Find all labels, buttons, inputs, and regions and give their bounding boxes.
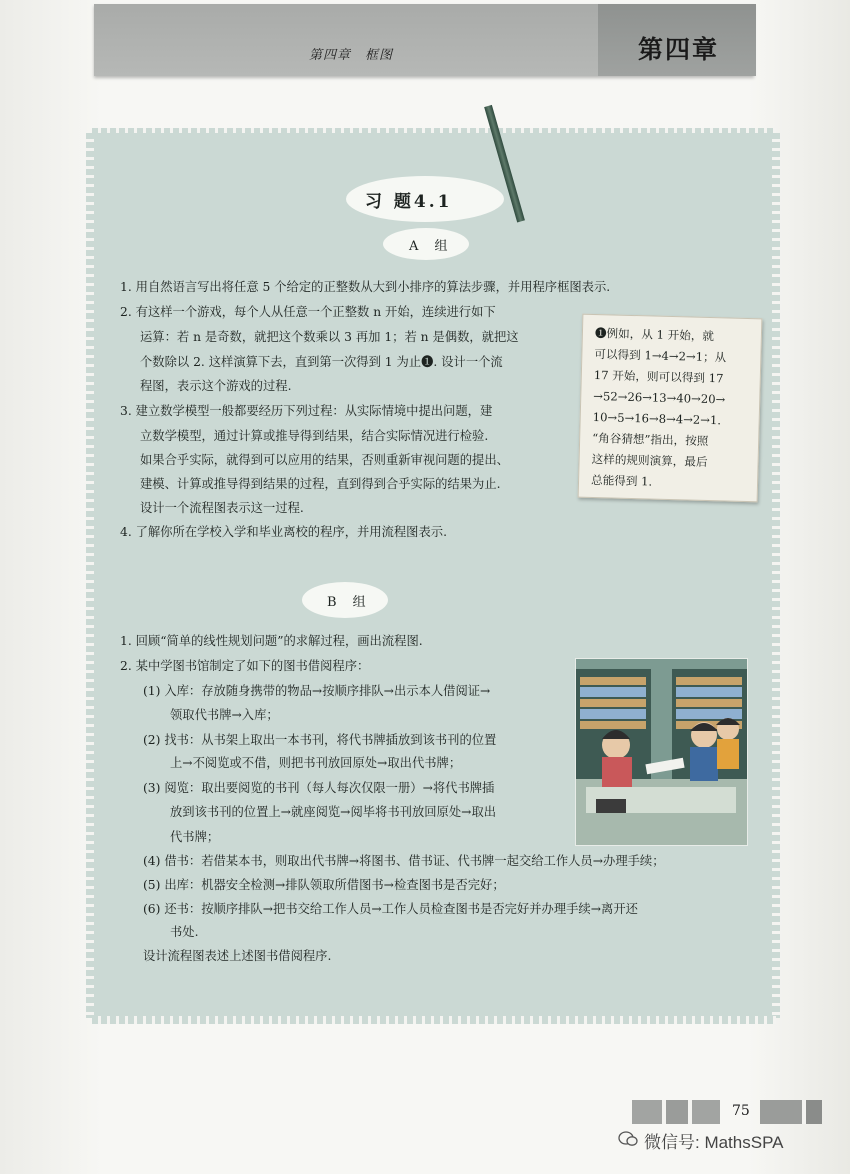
- footer-bar-right: [760, 1100, 822, 1124]
- group-a-line: 建模、计算或推导得到结果的过程，直到得到合乎实际的结果为止.: [140, 477, 501, 491]
- watermark: 微信号: MathsSPA: [644, 1133, 784, 1152]
- chapter-tab: 第四章: [638, 35, 720, 64]
- group-a-line: 设计一个流程图表示这一过程.: [140, 501, 304, 515]
- chapter-title: 第四章 框图: [309, 48, 394, 63]
- group-b-line: 2. 某中学图书馆制定了如下的图书借阅程序：: [120, 659, 370, 673]
- panel-border-bottom: [92, 1016, 776, 1024]
- group-b-line: 上→不阅览或不借，则把书刊放回原处→取出代书牌；: [170, 756, 462, 770]
- page-number: 75: [732, 1103, 750, 1119]
- group-b-line: (6) 还书：按顺序排队→把书交给工作人员→工作人员检查图书是否完好并办理手续→离开还: [143, 902, 638, 916]
- group-a-line: 如果合乎实际，就得到可以应用的结果，否则重新审视问题的提出、: [140, 453, 509, 467]
- group-b-line: (2) 找书：从书架上取出一本书刊，将代书牌插放到该书刊的位置: [143, 733, 497, 747]
- group-a-line: 4. 了解你所在学校入学和毕业离校的程序，并用流程图表示.: [120, 525, 447, 539]
- group-a-line: 1. 用自然语言写出将任意 5 个给定的正整数从大到小排序的算法步骤，并用程序框图表示.: [120, 280, 611, 294]
- group-a-line: 运算：若 n 是奇数，就把这个数乘以 3 再加 1；若 n 是偶数，就把这: [140, 330, 519, 344]
- note-line: 这样的规则演算，最后: [591, 451, 708, 469]
- footer-bar-left: [632, 1100, 720, 1124]
- note-line: 总能得到 1.: [590, 472, 653, 489]
- group-b-line: 代书牌；: [170, 830, 220, 844]
- panel-border-left: [86, 133, 94, 1018]
- group-b-line: 放到该书刊的位置上→就座阅览→阅毕将书刊放回原处→取出: [170, 805, 497, 819]
- group-b-line: (3) 阅览：取出要阅览的书刊（每人每次仅限一册）→将代书牌插: [143, 781, 495, 795]
- wechat-icon: [618, 1131, 638, 1147]
- footnote-card: [578, 314, 763, 503]
- note-line: 可以得到 1→4→2→1；从: [594, 347, 727, 365]
- group-b-line: 1. 回顾“简单的线性规划问题”的求解过程，画出流程图.: [120, 634, 423, 648]
- group-a-line: 3. 建立数学模型一般都要经历下列过程：从实际情境中提出问题，建: [120, 404, 493, 418]
- group-b-line: (4) 借书：若借某本书，则取出代书牌→将图书、借书证、代书牌一起交给工作人员→办理手续；: [143, 854, 665, 868]
- group-a-line: 立数学模型，通过计算或推导得到结果，结合实际情况进行检验.: [140, 429, 489, 443]
- group-b-line: 书处.: [170, 925, 199, 939]
- note-line: “角谷猜想”指出，按照: [592, 430, 709, 449]
- note-line: 10→5→16→8→4→2→1.: [592, 409, 722, 428]
- group-b-line: 设计流程图表述上述图书借阅程序.: [143, 949, 332, 963]
- note-line: ❶例如，从 1 开始，就: [594, 326, 715, 344]
- note-line: 17 开始，则可以得到 17: [593, 367, 724, 386]
- group-b-line: 领取代书牌→入库；: [170, 708, 279, 722]
- group-b-line: (1) 入库：存放随身携带的物品→按顺序排队→出示本人借阅证→: [143, 684, 491, 698]
- exercise-title: 习 题4.1: [365, 192, 453, 212]
- group-a-line: 程图，表示这个游戏的过程.: [140, 379, 292, 393]
- group-b-line: (5) 出库：机器安全检测→排队领取所借图书→检查图书是否完好；: [143, 878, 505, 892]
- panel-border-right: [772, 133, 780, 1018]
- group-a-line: 个数除以 2. 这样演算下去，直到第一次得到 1 为止❶. 设计一个流: [140, 355, 503, 369]
- group-a-line: 2. 有这样一个游戏，每个人从任意一个正整数 n 开始，连续进行如下: [120, 305, 496, 319]
- library-illustration: [575, 658, 748, 846]
- note-line: →52→26→13→40→20→: [593, 388, 726, 407]
- group-a-label: A 组: [409, 239, 454, 254]
- group-b-label: B 组: [327, 595, 372, 610]
